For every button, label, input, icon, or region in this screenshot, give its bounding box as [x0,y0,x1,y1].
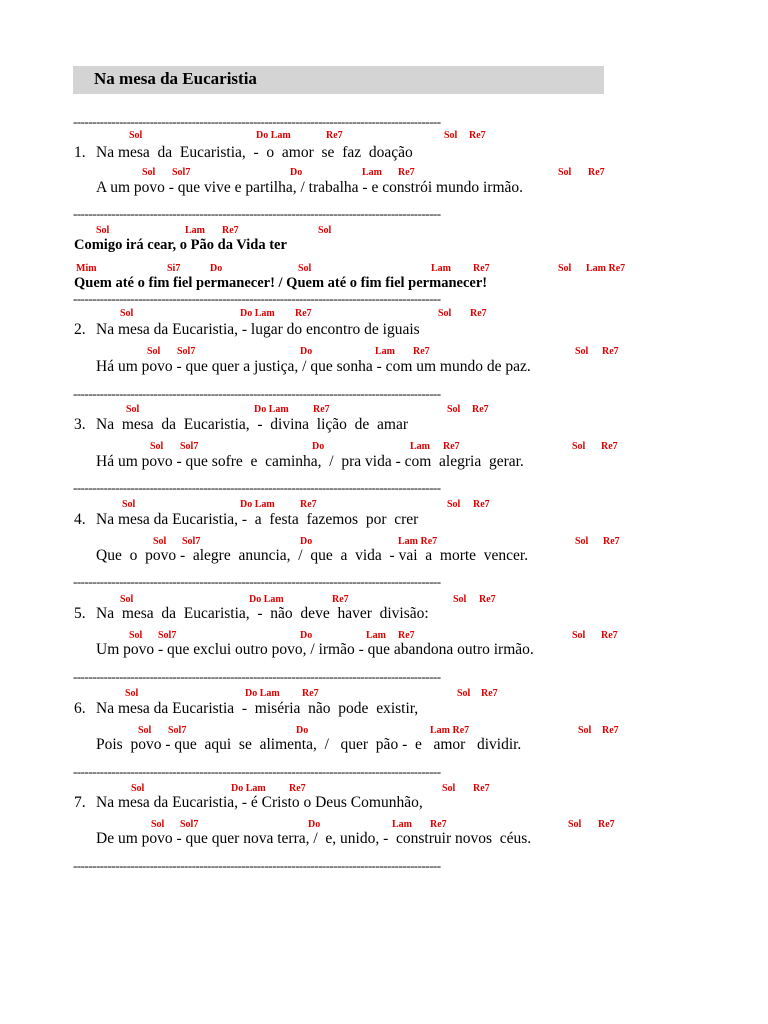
chord: Re7 [588,167,605,178]
lyric-line: Que o povo - alegre anuncia, / que a vida - vai a morte vencer. [96,547,529,564]
chord: Lam [410,441,430,452]
verse-number: 7. [74,794,86,811]
separator: ------------------------------------------------------------------------------------------------ [73,388,441,400]
lyric-line: Na mesa da Eucaristia, - lugar do encontro de iguais [96,321,420,338]
chord: Re7 [443,441,460,452]
chord: Re7 [473,783,490,794]
chord: Re7 [473,263,490,274]
chord: Lam Re7 [586,263,626,274]
separator: ------------------------------------------------------------------------------------------------ [73,208,441,220]
lyric-line: Na mesa da Eucaristia, - a festa fazemos por crer [96,511,419,528]
chord: Sol [142,167,156,178]
chord: Sol [447,499,461,510]
chord: Sol [453,594,467,605]
lyric-line: Pois povo - que aqui se alimenta, / quer pão - e amor dividir. [96,736,522,753]
chord: Re7 [601,630,618,641]
lyric-line: Na mesa da Eucaristia, - não deve haver divisão: [96,605,429,622]
chord: Sol7 [177,346,196,357]
chord: Re7 [472,404,489,415]
chord: Sol [138,725,152,736]
chord: Do Lam [254,404,289,415]
chord: Sol [568,819,582,830]
lyric-line: De um povo - que quer nova terra, / e, unido, - construir novos céus. [96,830,532,847]
chord: Sol [129,630,143,641]
chord: Re7 [603,536,620,547]
chord: Do [296,725,309,736]
chord: Sol [153,536,167,547]
lyric-line: Na mesa da Eucaristia, - divina lição de amar [96,416,409,433]
chord: Re7 [222,225,239,236]
lyric-line: Na mesa da Eucaristia - miséria não pode existir, [96,700,419,717]
separator: ------------------------------------------------------------------------------------------------ [73,860,441,872]
lyric-line: A um povo - que vive e partilha, / trabalha - e constrói mundo irmão. [96,179,523,196]
chord: Re7 [473,499,490,510]
chord: Sol [150,441,164,452]
refrain-line: Comigo irá cear, o Pão da Vida ter [74,237,287,253]
chord: Lam Re7 [398,536,438,547]
chord: Re7 [326,130,343,141]
chord: Re7 [469,130,486,141]
chord: Do [210,263,223,274]
chord: Re7 [602,725,619,736]
verse-number: 4. [74,511,86,528]
lyric-line: Há um povo - que sofre e caminha, / pra vida - com alegria gerar. [96,453,524,470]
separator: ------------------------------------------------------------------------------------------------ [73,293,441,305]
chord: Sol [442,783,456,794]
chord: Sol [558,263,572,274]
chord: Sol [147,346,161,357]
chord: Re7 [481,688,498,699]
chord: Do [300,346,313,357]
separator: ------------------------------------------------------------------------------------------------ [73,482,441,494]
chord: Sol7 [180,819,199,830]
chord: Lam [392,819,412,830]
chord: Sol [126,404,140,415]
lyric-line: Um povo - que exclui outro povo, / irmão - que abandona outro irmão. [96,641,534,658]
chord: Sol [96,225,110,236]
refrain-line: Quem até o fim fiel permanecer! / Quem até o fim fiel permanecer! [74,275,488,291]
chord: Sol [120,308,134,319]
title-bar [73,66,604,94]
chord: Lam [362,167,382,178]
chord: Sol [575,536,589,547]
chord: Do Lam [249,594,284,605]
chord: Sol [122,499,136,510]
chord: Do Lam [256,130,291,141]
chord: Lam [185,225,205,236]
chord: Sol [558,167,572,178]
chord: Re7 [398,167,415,178]
chord: Do Lam [240,308,275,319]
chord: Lam [375,346,395,357]
chord: Do Lam [245,688,280,699]
chord: Re7 [295,308,312,319]
chord: Do [308,819,321,830]
chord: Do [290,167,303,178]
chord: Sol7 [182,536,201,547]
chord: Re7 [413,346,430,357]
verse-number: 2. [74,321,86,338]
lyric-line: Na mesa da Eucaristia, - é Cristo o Deus Comunhão, [96,794,423,811]
chord: Do [312,441,325,452]
verse-number: 6. [74,700,86,717]
separator: ------------------------------------------------------------------------------------------------ [73,116,441,128]
chord: Mim [76,263,97,274]
chord: Do Lam [240,499,275,510]
chord: Re7 [302,688,319,699]
chord: Sol7 [158,630,177,641]
chord: Lam [366,630,386,641]
chord: Lam [431,263,451,274]
verse-number: 5. [74,605,86,622]
chord: Re7 [430,819,447,830]
chord: Re7 [300,499,317,510]
chord: Re7 [601,441,618,452]
chord: Sol [298,263,312,274]
separator: ------------------------------------------------------------------------------------------------ [73,671,441,683]
chord: Re7 [332,594,349,605]
verse-number: 3. [74,416,86,433]
chord: Sol [457,688,471,699]
chord: Sol7 [172,167,191,178]
chord: Sol [131,783,145,794]
chord: Sol7 [168,725,187,736]
chord: Sol [572,630,586,641]
chord: Sol [578,725,592,736]
page-title: Na mesa da Eucaristia [94,69,257,88]
chord: Sol [444,130,458,141]
lyric-line: Na mesa da Eucaristia, - o amor se faz doação [96,144,413,161]
chord: Sol [447,404,461,415]
chord: Sol [129,130,143,141]
chord: Sol [125,688,139,699]
chord: Sol [151,819,165,830]
verse-number: 1. [74,144,86,161]
chord: Lam Re7 [430,725,470,736]
chord: Re7 [313,404,330,415]
chord: Re7 [479,594,496,605]
chord: Re7 [398,630,415,641]
chord: Si7 [167,263,181,274]
chord: Re7 [598,819,615,830]
chord: Sol [575,346,589,357]
lyric-line: Há um povo - que quer a justiça, / que sonha - com um mundo de paz. [96,358,531,375]
separator: ------------------------------------------------------------------------------------------------ [73,766,441,778]
chord: Do Lam [231,783,266,794]
chord: Do [300,536,313,547]
chord: Sol [120,594,134,605]
chord: Re7 [602,346,619,357]
chord: Sol [318,225,332,236]
chord: Re7 [470,308,487,319]
chord: Sol [572,441,586,452]
chord: Do [300,630,313,641]
separator: ------------------------------------------------------------------------------------------------ [73,576,441,588]
chord: Sol [438,308,452,319]
chord: Re7 [289,783,306,794]
chord: Sol7 [180,441,199,452]
